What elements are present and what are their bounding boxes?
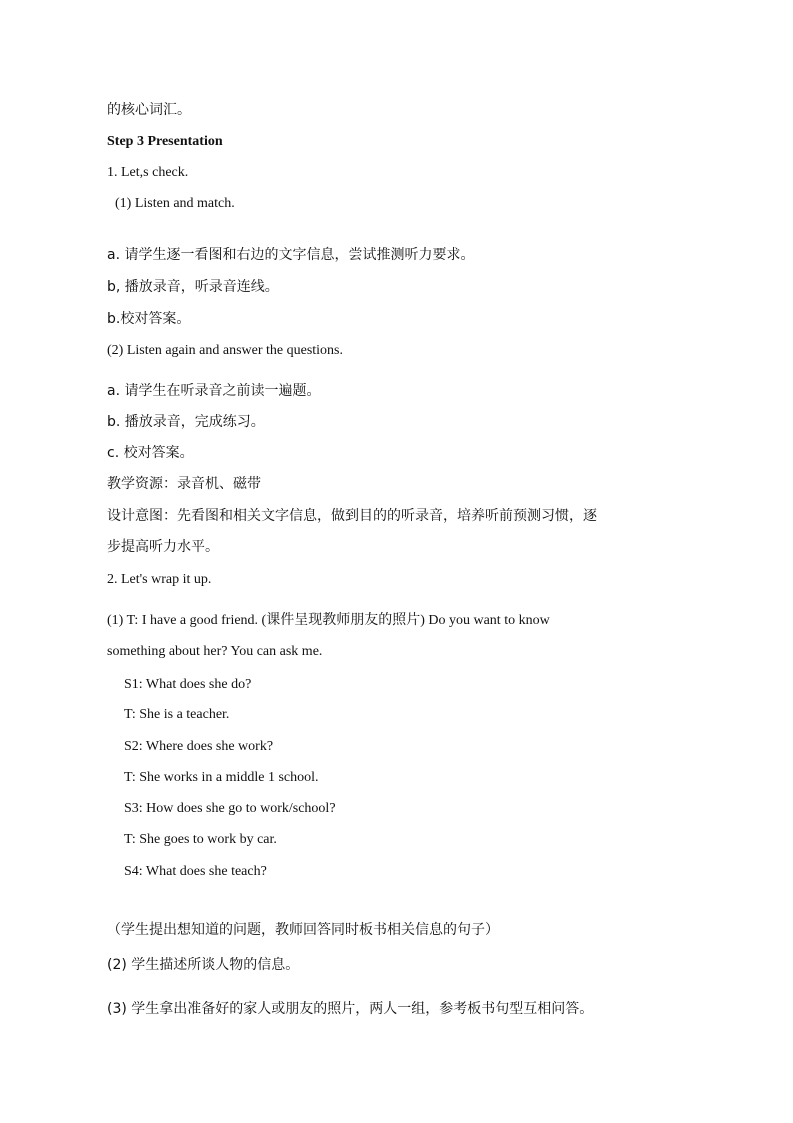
dialogue-line: S4: What does she teach? <box>124 864 267 879</box>
dialogue-line: T: She is a teacher. <box>124 707 230 722</box>
section-heading: Step 3 Presentation <box>107 134 223 149</box>
text-line: 的核心词汇。 <box>107 102 191 118</box>
text-line: b. 播放录音，完成练习。 <box>107 414 265 430</box>
text-line: (1) Listen and match. <box>115 196 235 211</box>
dialogue-line: T: She works in a middle 1 school. <box>124 770 319 785</box>
text-line: (2) Listen again and answer the questions. <box>107 343 343 358</box>
dialogue-line: T: She goes to work by car. <box>124 832 277 847</box>
text-line: b, 播放录音，听录音连线。 <box>107 279 279 295</box>
text-line: a. 请学生逐一看图和右边的文字信息，尝试推测听力要求。 <box>107 247 475 263</box>
text-line: a. 请学生在听录音之前读一遍题。 <box>107 383 321 399</box>
text-line: 教学资源：录音机、磁带 <box>107 476 261 492</box>
text-line: (3) 学生拿出准备好的家人或朋友的照片，两人一组，参考板书句型互相问答。 <box>107 1001 594 1017</box>
text-line: 步提高听力水平。 <box>107 539 219 555</box>
text-line: 设计意图：先看图和相关文字信息，做到目的的听录音，培养听前预测习惯，逐 <box>107 508 597 524</box>
dialogue-line: S2: Where does she work? <box>124 739 274 754</box>
dialogue-line: S1: What does she do? <box>124 677 252 692</box>
text-line: c. 校对答案。 <box>107 445 194 461</box>
text-line: (1) T: I have a good friend. (课件呈现教师朋友的照片) Do you want to know <box>107 613 550 628</box>
text-line: 2. Let's wrap it up. <box>107 572 212 587</box>
text-line: something about her? You can ask me. <box>107 644 323 659</box>
text-line: （学生提出想知道的问题，教师回答同时板书相关信息的句子） <box>107 922 499 938</box>
dialogue-line: S3: How does she go to work/school? <box>124 801 336 816</box>
text-line: (2) 学生描述所谈人物的信息。 <box>107 957 300 973</box>
text-line: b.校对答案。 <box>107 311 191 327</box>
text-line: 1. Let,s check. <box>107 165 189 180</box>
